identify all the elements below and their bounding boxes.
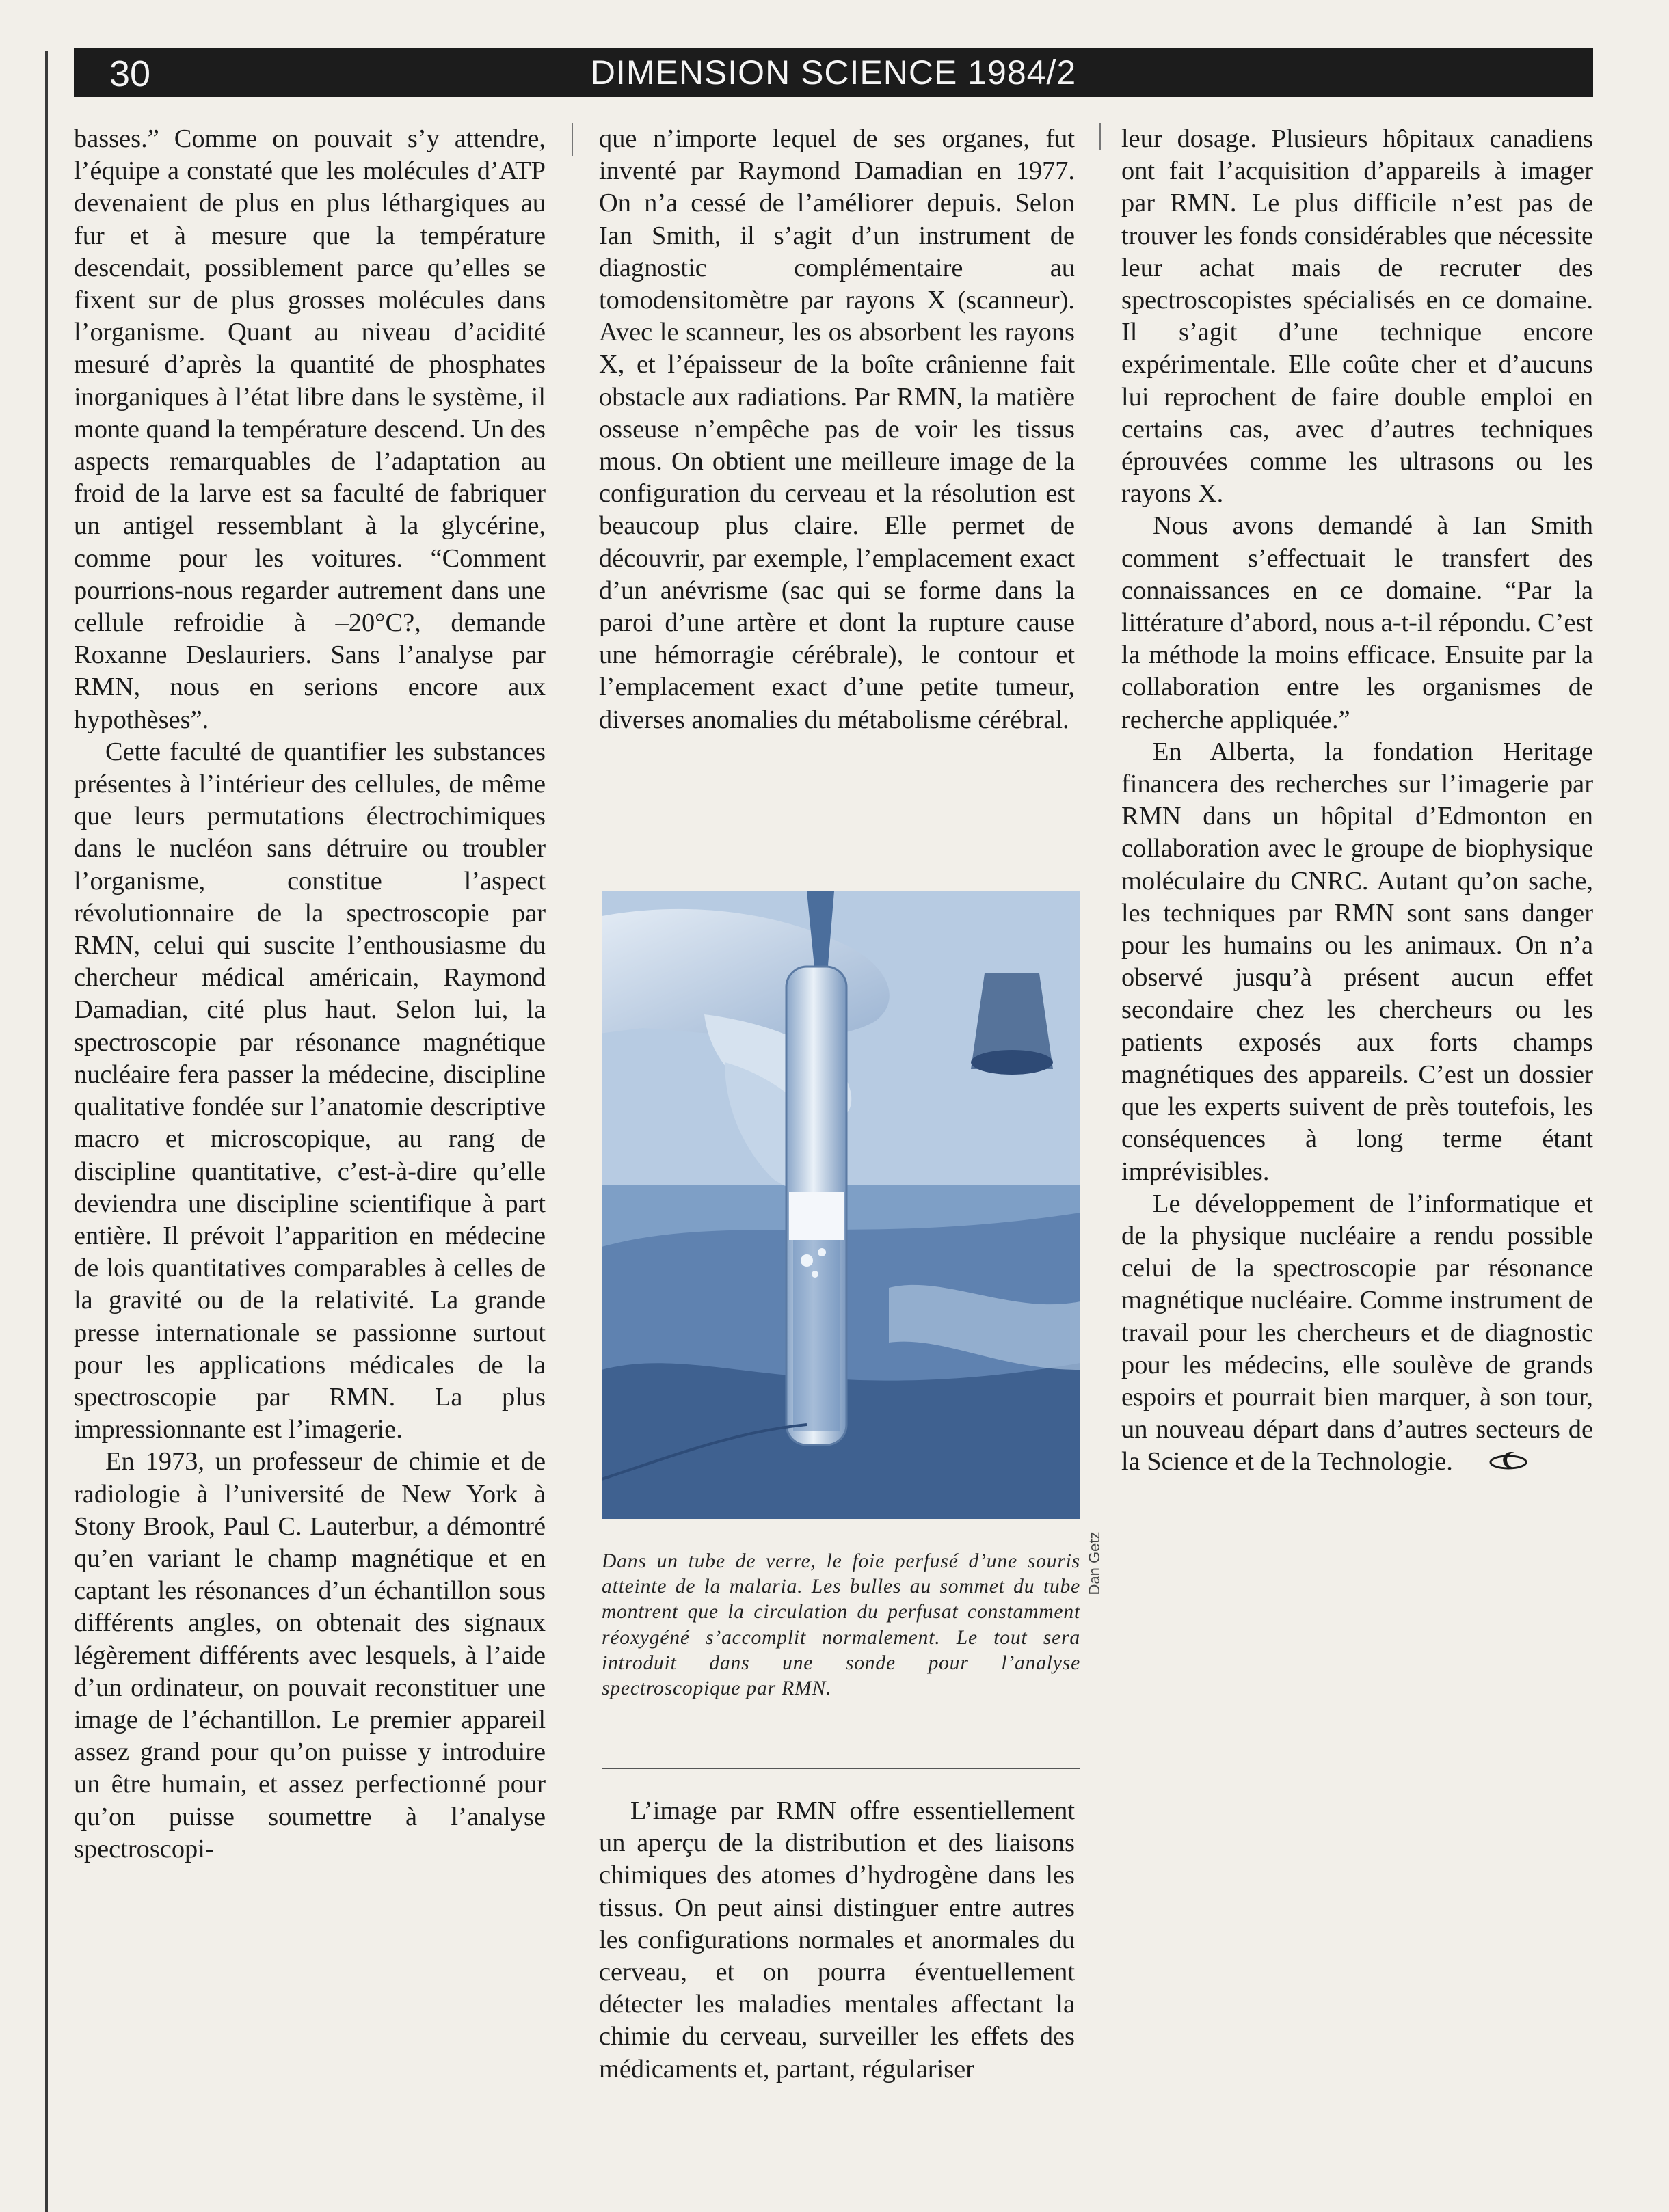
page-number: 30 xyxy=(109,53,151,94)
paragraph: que n’importe lequel de ses organes, fut inventé par Raymond Damadian en 1977. On n’a cessé de l’améliorer depuis. Selon Ian Smith, il s’agit d’un instrument de diagnostic complémentaire au tomodensitomètre par rayons X (scanneur). Avec le scanneur, les os absorbent les rayons X, et l’épaisseur de la boîte crânienne fait obstacle aux radiations. Par RMN, la matière osseuse n’empêche pas de voir les tissus mous. On obtient une meilleure image de la configuration du cerveau et la résolution est beaucoup plus claire. Elle permet de découvrir, par exemple, l’emplacement exact d’un anévrisme (sac qui se forme dans la paroi d’une artère et dont la rupture cause une hémorragie cérébrale), le contour et l’emplacement exact d’une petite tumeur, diverses anomalies du métabolisme cérébral. xyxy=(599,124,1075,734)
paragraph: En Alberta, la fondation Heritage financera des recherches sur l’imagerie par RMN dans un hôpital d’Edmonton en collaboration avec le groupe de biophysique moléculaire du CNRC. Autant qu’on sache, les techniques par RMN sont sans danger pour les humains ou les animaux. On n’a observé jusqu’à présent aucun effet secondaire chez les chercheurs ou les patients exposés aux forts champs magnétiques des appareils. C’est un dossier que les experts suivent de près toutefois, les conséquences à long terme étant imprévisibles. xyxy=(1121,737,1593,1186)
article-column-2 xyxy=(599,123,1075,736)
paragraph: L’image par RMN offre essentiellement un aperçu de la distribution et des liaisons chimiques des atomes d’hydrogène dans les tissus. On peut ainsi distinguer entre autres les configurations normales et anormales du cerveau, et on pourra éventuellement détecter les maladies mentales affectant la chimie du cerveau, surveiller les effets des médicaments et, partant, régulariser xyxy=(599,1796,1075,2083)
column-divider xyxy=(572,123,573,156)
caption-rule xyxy=(602,1768,1080,1769)
paragraph: En 1973, un professeur de chimie et de radiologie à l’université de New York à Stony Brook, Paul C. Lauterbur, a démontré qu’en variant le champ magnétique et en captant les résonances d’un échantillon sous différents angles, on obtenait des signaux légèrement différents avec lesquels, à l’aide d’un ordinateur, on pouvait reconstituer une image de l’échantillon. Le premier appareil assez grand pour qu’on puisse y introduire un être humain, et assez perfectionné pour qu’on puisse soumettre à l’analyse spectroscopi- xyxy=(74,1447,546,1863)
paragraph: basses.” Comme on pouvait s’y attendre, l’équipe a constaté que les molécules d’ATP devenaient de plus en plus léthargiques au fur et à mesure que la température descendait, possiblement parce qu’elles se fixent sur de plus grosses molécules dans l’organisme. Quant au niveau d’acidité mesuré d’après la quantité de phosphates inorganiques à l’état libre dans le système, il monte quand la température descend. Un des aspects remarquables de l’adaptation au froid de la larve est sa faculté de fabriquer un antigel ressemblant à la glycérine, comme pour les voitures. “Comment pourrions-nous regarder autrement dans une cellule refroidie à –20°C?, demande Roxanne Deslauriers. Sans l’analyse par RMN, nous en serions encore aux hypothèses”. xyxy=(74,124,546,734)
article-column-2-continued xyxy=(599,1795,1075,2086)
photo-credit: Dan Getz xyxy=(1086,1531,1103,1595)
paragraph: Cette faculté de quantifier les substances présentes à l’intérieur des cellules, de même que leurs permutations électrochimiques dans le nucléon sans détruire ou troubler l’organisme, constitue l’aspect révolutionnaire de la spectroscopie par RMN, celui qui suscite l’enthousiasme du chercheur médical américain, Raymond Damadian, cité plus haut. Selon lui, la spectroscopie par résonance magnétique nucléaire fera passer la médecine, discipline qualitative fondée sur l’anatomie descriptive macro et microscopique, au rang de discipline quantitative, c’est-à-dire qu’elle deviendra une discipline scientifique à part entière. Il prévoit l’apparition en médecine de lois quantitatives comparables à celles de la gravité ou de la relativité. La grande presse internationale se passionne surtout pour les applications médicales de la spectroscopie par RMN. La plus impressionnante est l’imagerie. xyxy=(74,737,546,1444)
page-header xyxy=(74,48,1593,97)
column-divider xyxy=(1099,123,1101,150)
paragraph-final xyxy=(1121,1188,1593,1481)
paragraph: leur dosage. Plusieurs hôpitaux canadiens ont fait l’acquisition d’appareils à imager par RMN. Le plus difficile n’est pas de trouver les fonds considérables que nécessite leur achat mais de recruter des spectroscopistes spécialisés en ce domaine. Il s’agit d’une technique encore expérimentale. Elle coûte cher et d’aucuns lui reprochent de faire double emploi en certains cas, avec d’autres techniques éprouvées comme les ultrasons ou les rayons X. xyxy=(1121,124,1593,509)
magazine-logo-icon xyxy=(1457,1447,1528,1480)
photo-illustration xyxy=(602,891,1080,1519)
paragraph-final-text: Le développement de l’informatique et de la physique nucléaire a rendu possible celui de la spectroscopie par résonance magnétique nucléaire. Comme instrument de travail pour les chercheurs et de diagnostic pour les médecins, elle soulève de grands espoirs et pourrait bien marquer, à son tour, un nouveau départ dans d’autres secteurs de la Science et de la Technologie. xyxy=(1121,1189,1593,1476)
page-edge xyxy=(45,51,48,2212)
magazine-title: DIMENSION SCIENCE 1984/2 xyxy=(590,53,1077,92)
article-column-3 xyxy=(1121,123,1593,1481)
photo-perfused-liver-tube xyxy=(602,891,1080,1519)
paragraph: Nous avons demandé à Ian Smith comment s’effectuait le transfert des connaissances en ce domaine. “Par la littérature d’abord, nous a-t-il répondu. C’est la méthode la moins efficace. Ensuite par la collaboration entre les organismes de recherche appliquée.” xyxy=(1121,511,1593,734)
figure-caption: Dans un tube de verre, le foie perfusé d’une souris atteinte de la malaria. Les bulles au sommet du tube montrent que la circulation du perfusat constamment réoxygéné s’accomplit normalement. Le tout sera introduit dans une sonde pour l’analyse spectroscopique par RMN. xyxy=(602,1550,1080,1700)
article-column-1 xyxy=(74,123,546,1865)
